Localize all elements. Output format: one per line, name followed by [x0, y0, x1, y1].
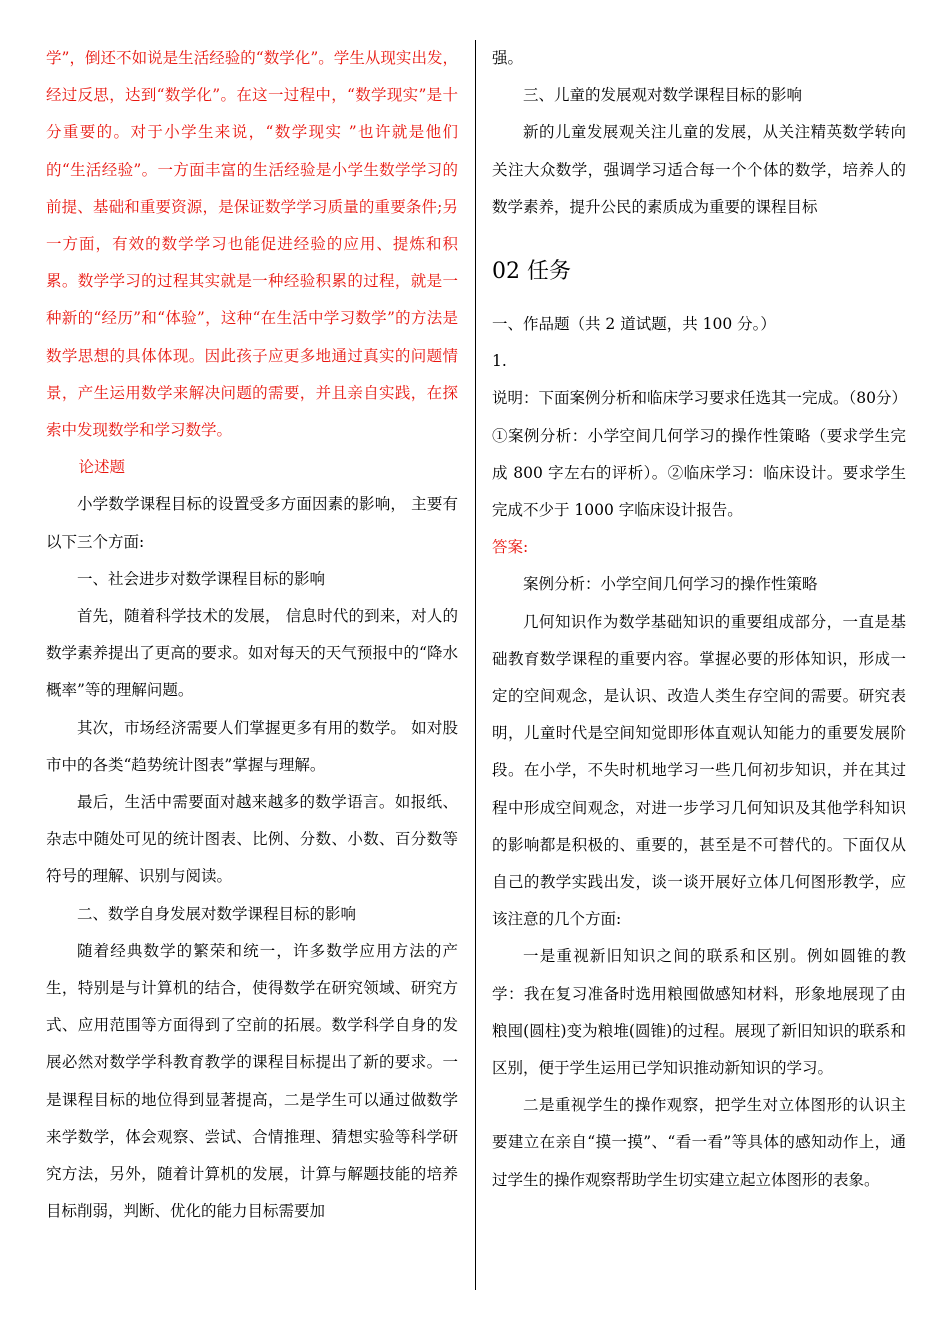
section-heading-2: 二、数学自身发展对数学课程目标的影响	[77, 904, 357, 923]
right-column	[492, 40, 906, 1199]
answer-paragraph-2: 一是重视新旧知识之间的联系和区别。例如圆锥的教学：我在复习准备时选用粮囤做感知材料，形象地展现了由粮囤(圆柱)变为粮堆(圆锥)的过程。展现了新旧知识的联系和区别，便于学生运用已学知识推动新知识的学习。	[492, 947, 906, 1078]
paragraph-last: 最后，生活中需要面对越来越多的数学语言。如报纸、杂志中随处可见的统计图表、比例、分数、小数、百分数等符号的理解、识别与阅读。	[46, 793, 458, 886]
essay-intro: 小学数学课程目标的设置受多方面因素的影响， 主要有以下三个方面:	[46, 495, 458, 551]
answer-title: 案例分析：小学空间几何学习的操作性策略	[523, 575, 818, 594]
column-divider	[475, 40, 476, 1290]
question-number: 1.	[492, 352, 507, 371]
question-options: ①案例分析：小学空间几何学习的操作性策略（要求学生完成 800 字左右的评析）。②临床学习：临床设计。要求学生完成不少于 1000 字临床设计报告。	[492, 426, 906, 520]
task-title: 02 任务	[492, 259, 571, 285]
question-header: 一、作品题（共 2 道试题，共 100 分。）	[492, 315, 776, 334]
paragraph-second: 其次，市场经济需要人们掌握更多有用的数学。 如对股市中的各类“趋势统计图表”掌握与理解。	[46, 718, 458, 774]
paragraph-first: 首先，随着科学技术的发展， 信息时代的到来，对人的数学素养提出了更高的要求。如对每天的天气预报中的“降水概率”等的理解问题。	[46, 607, 458, 700]
continued-text: 强。	[492, 49, 524, 67]
red-paragraph: 学”，倒还不如说是生活经验的“数学化”。学生从现实出发，经过反思，达到“数学化”。在这一过程中，“数学现实”是十分重要的。对于小学生来说，“数学现实 ”也许就是他们的“生活经验”。一方面丰富的生活经验是小学生数学学习的前提、基础和重要资源，是保证数学学习质量的重要条件;另一方面，有效的数学学习也能促进经验的应用、提炼和积累。数学学习的过程其实就是一种经验积累的过程，就是一种新的“经历”和“体验”，这种“在生活中学习数学”的方法是数学思想的具体体现。因此孩子应更多地通过真实的问题情景，产生运用数学来解决问题的需要，并且亲自实践，在探索中发现数学和学习数学。	[46, 49, 458, 440]
paragraph-math-development: 随着经典数学的繁荣和统一，许多数学应用方法的产生，特别是与计算机的结合，使得数学在研究领域、研究方式、应用范围等方面得到了空前的拓展。数学科学自身的发展必然对数学学科教育教学的课程目标提出了新的要求。一是课程目标的地位得到显著提高，二是学生可以通过做数学来学数学，体会观察、尝试、合情推理、猜想实验等科学研究方法，另外，随着计算机的发展，计算与解题技能的培养目标削弱，判断、优化的能力目标需要加	[46, 941, 458, 1221]
question-description: 说明：下面案例分析和临床学习要求任选其一完成。（80分）	[492, 389, 907, 408]
answer-label: 答案:	[492, 538, 529, 557]
paragraph-child-development: 新的儿童发展观关注儿童的发展，从关注精英数学转向关注大众数学，强调学习适合每一个个体的数学，培养人的数学素养，提升公民的素质成为重要的课程目标	[492, 123, 906, 216]
left-column	[46, 40, 458, 1231]
essay-heading: 论述题	[78, 458, 126, 477]
section-heading-3: 三、儿童的发展观对数学课程目标的影响	[523, 86, 803, 105]
section-heading-1: 一、社会进步对数学课程目标的影响	[77, 569, 326, 588]
answer-paragraph-1: 几何知识作为数学基础知识的重要组成部分，一直是基础教育数学课程的重要内容。掌握必要的形体知识，形成一定的空间观念，是认识、改造人类生存空间的需要。研究表明，儿童时代是空间知觉即形体直观认知能力的重要发展阶段。在小学，不失时机地学习一些几何初步知识，并在其过程中形成空间观念，对进一步学习几何知识及其他学科知识的影响都是积极的、重要的，甚至是不可替代的。下面仅从自己的教学实践出发，谈一谈开展好立体几何图形教学，应该注意的几个方面:	[492, 612, 906, 929]
answer-paragraph-3: 二是重视学生的操作观察，把学生对立体图形的认识主要建立在亲自“摸一摸”、“看一看”等具体的感知动作上，通过学生的操作观察帮助学生切实建立起立体图形的表象。	[492, 1096, 906, 1189]
